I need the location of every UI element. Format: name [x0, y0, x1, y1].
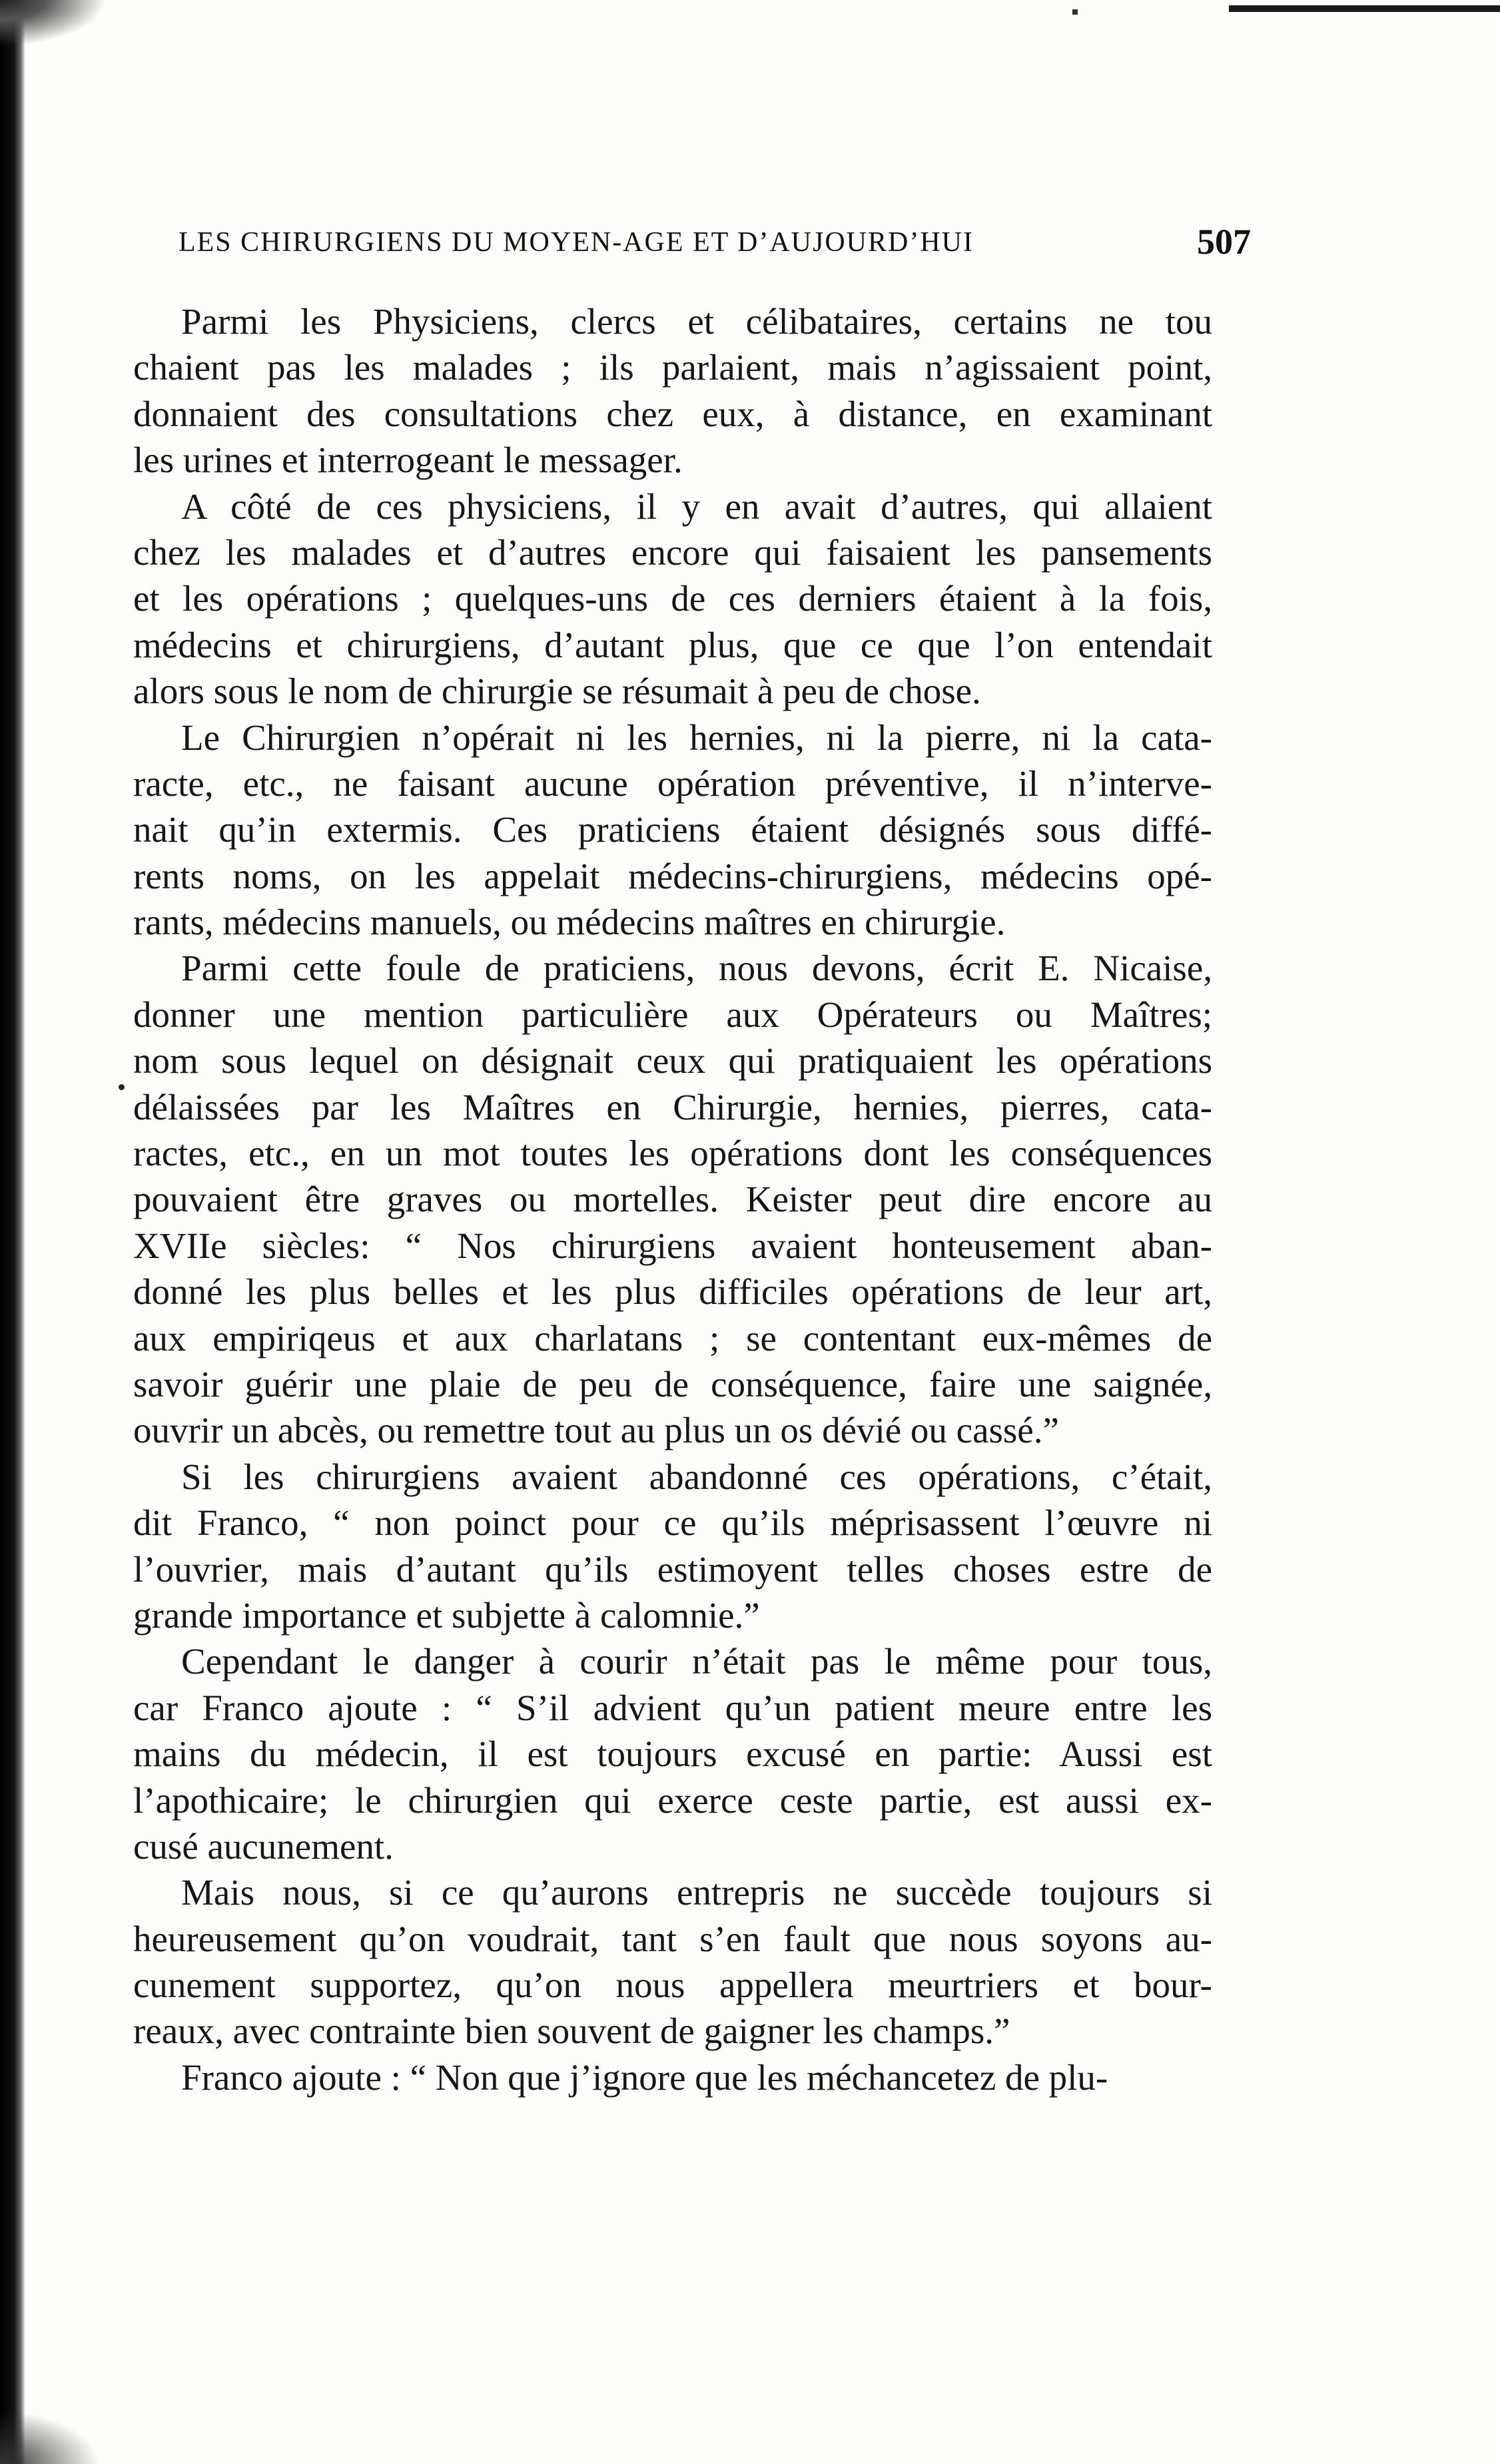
text-line: A côté de ces physiciens, il y en avait d’autres, qui allaient [181, 485, 1212, 527]
text-line: donné les plus belles et les plus difficiles opérations de leur art, [133, 1271, 1212, 1313]
text-line: médecins et chirurgiens, d’autant plus, que ce que l’on entendait [133, 624, 1212, 665]
text-line: pouvaient être graves ou mortelles. Keister peut dire encore au [133, 1179, 1212, 1220]
text-line: donnaient des consultations chez eux, à distance, en examinant [133, 393, 1212, 434]
text-line: heureusement qu’on voudrait, tant s’en fault que nous soyons au- [133, 1918, 1212, 1959]
text-line: Si les chirurgiens avaient abandonné ces opérations, c’était, [181, 1456, 1212, 1497]
text-line: XVIIe siècles: “ Nos chirurgiens avaient honteusement aban- [133, 1225, 1212, 1266]
text-line: alors sous le nom de chirurgie se résumait à peu de chose. [133, 671, 981, 712]
text-line: cunement supportez, qu’on nous appellera meurtriers et bour- [133, 1965, 1212, 2006]
text-line: chaient pas les malades ; ils parlaient, mais n’agissaient point, [133, 347, 1212, 388]
text-line: Franco ajoute : “ Non que j’ignore que les méchancetez de plu- [181, 2056, 1108, 2098]
text-line: les urines et interrogeant le messager. [133, 440, 683, 481]
text-line: cusé aucunement. [133, 1825, 394, 1867]
text-line: rents noms, on les appelait médecins-chirurgiens, médecins opé- [133, 855, 1212, 896]
scan-corner-mark [0, 0, 107, 47]
text-line: rants, médecins manuels, ou médecins maîtres en chirurgie. [133, 902, 1006, 943]
text-line: donner une mention particulière aux Opérateurs ou Maîtres; [133, 994, 1212, 1035]
text-line: et les opérations ; quelques-uns de ces derniers étaient à la fois, [133, 578, 1212, 619]
text-line: ractes, etc., en un mot toutes les opérations dont les conséquences [133, 1133, 1212, 1174]
text-line: mains du médecin, il est toujours excusé en partie: Aussi est [133, 1733, 1212, 1775]
scan-speck [1072, 9, 1078, 15]
body-text [133, 298, 1212, 2100]
running-header [179, 221, 1251, 268]
page-number: 507 [1197, 222, 1251, 262]
text-line: l’apothicaire; le chirurgien qui exerce ceste partie, est aussi ex- [133, 1779, 1212, 1821]
text-line: car Franco ajoute : “ S’il advient qu’un patient meure entre les [133, 1687, 1212, 1728]
text-line: chez les malades et d’autres encore qui faisaient les pansements [133, 531, 1212, 573]
text-line: racte, etc., ne faisant aucune opération préventive, il n’interve- [133, 763, 1212, 804]
text-line: Parmi les Physiciens, clercs et célibataires, certains ne tou [181, 301, 1212, 342]
text-line: dit Franco, “ non poinct pour ce qu’ils méprisassent l’œuvre ni [133, 1502, 1212, 1544]
text-line: Parmi cette foule de praticiens, nous devons, écrit E. Nicaise, [181, 948, 1212, 989]
text-line: nom sous lequel on désignait ceux qui pratiquaient les opérations [133, 1040, 1212, 1081]
scan-binding-shadow [0, 0, 25, 2464]
running-title: LES CHIRURGIENS DU MOYEN-AGE ET D’AUJOURD’HUI [179, 227, 974, 258]
text-line: nait qu’in extermis. Ces praticiens étaient désignés sous diffé- [133, 809, 1212, 850]
text-line: Cependant le danger à courir n’était pas le même pour tous, [181, 1641, 1212, 1682]
text-line: ouvrir un abcès, ou remettre tout au plus un os dévié ou cassé.” [133, 1410, 1059, 1451]
text-line: Mais nous, si ce qu’aurons entrepris ne succède toujours si [181, 1872, 1212, 1913]
scan-top-rule [1229, 5, 1500, 12]
text-line: aux empiriqeus et aux charlatans ; se contentant eux-mêmes de [133, 1317, 1212, 1359]
text-line: reaux, avec contrainte bien souvent de gaigner les champs.” [133, 2010, 1010, 2052]
text-line: savoir guérir une plaie de peu de conséquence, faire une saignée, [133, 1363, 1212, 1404]
scan-bottom-mark [0, 2411, 100, 2464]
margin-mark [119, 1084, 125, 1090]
text-line: Le Chirurgien n’opérait ni les hernies, ni la pierre, ni la cata- [181, 717, 1212, 758]
text-line: l’ouvrier, mais d’autant qu’ils estimoyent telles choses estre de [133, 1548, 1212, 1590]
text-line: délaissées par les Maîtres en Chirurgie, hernies, pierres, cata- [133, 1086, 1212, 1127]
text-line: grande importance et subjette à calomnie.” [133, 1594, 760, 1636]
